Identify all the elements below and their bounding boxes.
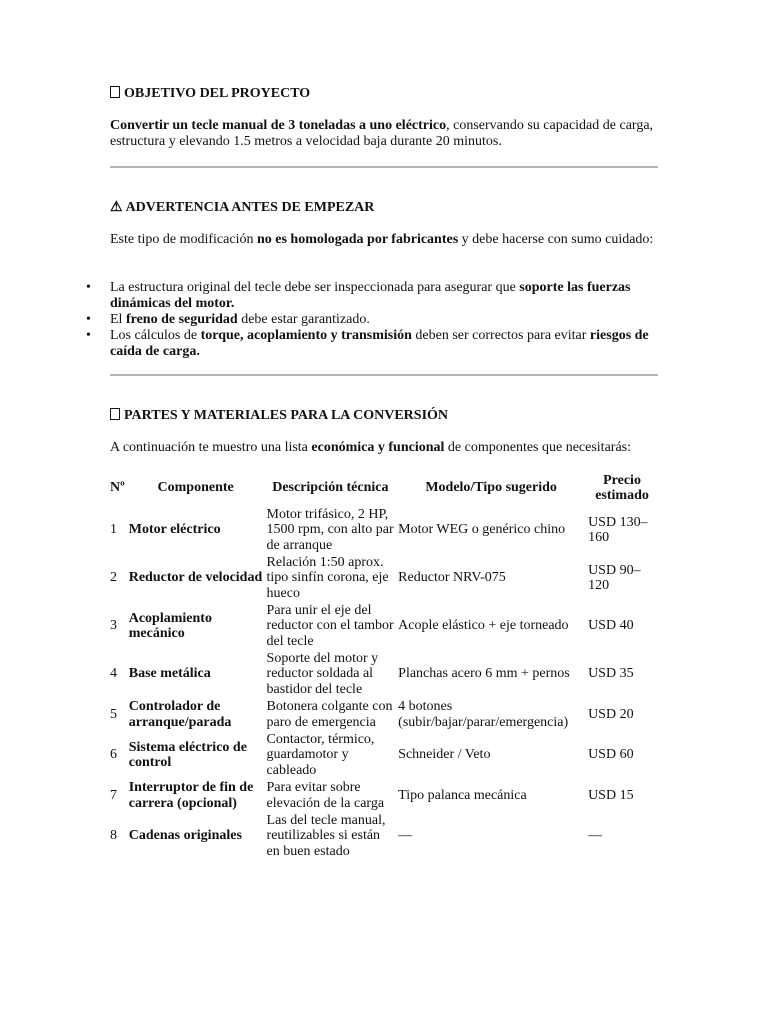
cell-price: — bbox=[588, 828, 603, 844]
list-item: • El freno de seguridad debe estar garantizado. bbox=[64, 312, 658, 328]
warning-intro: Este tipo de modificación no es homologada por fabricantes y debe hacerse con sumo cuidado: bbox=[110, 232, 654, 247]
cell-price: USD 60 bbox=[588, 747, 634, 763]
table-row bbox=[108, 554, 658, 602]
cell-number: 8 bbox=[110, 828, 117, 844]
cell-price: USD 90–120 bbox=[588, 562, 641, 593]
cell-price: USD 130–160 bbox=[588, 514, 648, 545]
parts-table bbox=[108, 470, 658, 860]
cell-model: Schneider / Veto bbox=[398, 747, 491, 763]
table-row bbox=[108, 731, 658, 779]
warning-list bbox=[64, 280, 658, 360]
parts-heading: PARTES Y MATERIALES PARA LA CONVERSIÓN bbox=[110, 408, 448, 424]
table-row bbox=[108, 602, 658, 650]
cell-component: Motor eléctrico bbox=[128, 522, 221, 538]
cell-model: Planchas acero 6 mm + pernos bbox=[398, 666, 570, 682]
objective-paragraph: Convertir un tecle manual de 3 toneladas a uno eléctrico, conservando su capacidad de carga, estructura y elevando 1.5 metros a velocidad baja durante 20 minutos. bbox=[110, 118, 654, 149]
cell-model: Motor WEG o genérico chino bbox=[398, 522, 566, 538]
missing-glyph-icon bbox=[110, 408, 120, 420]
header-price: Precio estimado bbox=[595, 472, 649, 503]
cell-model: 4 botones (subir/bajar/parar/emergencia) bbox=[398, 699, 569, 730]
cell-component: Cadenas originales bbox=[128, 828, 242, 844]
warning-icon: ⚠ bbox=[110, 200, 123, 215]
cell-model: Reductor NRV-075 bbox=[398, 570, 506, 586]
cell-component: Base metálica bbox=[128, 666, 211, 682]
table-row bbox=[108, 650, 658, 698]
cell-number: 7 bbox=[110, 787, 117, 803]
cell-price: USD 40 bbox=[588, 618, 634, 634]
cell-number: 5 bbox=[110, 706, 117, 722]
cell-component: Reductor de velocidad bbox=[128, 570, 263, 586]
header-description: Descripción técnica bbox=[272, 480, 389, 496]
list-item: • Los cálculos de torque, acoplamiento y transmisión deben ser correctos para evitar riesgos de caída de carga. bbox=[64, 328, 658, 360]
cell-model: — bbox=[398, 828, 413, 844]
cell-number: 2 bbox=[110, 570, 117, 586]
header-model: Modelo/Tipo sugerido bbox=[425, 480, 557, 496]
cell-description: Las del tecle manual, reutilizables si están en buen estado bbox=[266, 812, 386, 859]
cell-number: 3 bbox=[110, 618, 117, 634]
cell-component: Interruptor de fin de carrera (opcional) bbox=[128, 780, 254, 811]
cell-component: Sistema eléctrico de control bbox=[128, 739, 247, 770]
cell-description: Botonera colgante con paro de emergencia bbox=[266, 699, 393, 730]
divider bbox=[110, 166, 658, 168]
missing-glyph-icon bbox=[110, 86, 120, 98]
cell-number: 1 bbox=[110, 522, 117, 538]
cell-component: Acoplamiento mecánico bbox=[128, 610, 212, 641]
cell-model: Tipo palanca mecánica bbox=[398, 787, 527, 803]
cell-description: Relación 1:50 aprox. tipo sinfín corona, eje hueco bbox=[266, 554, 389, 601]
cell-component: Controlador de arranque/parada bbox=[128, 699, 232, 730]
header-component: Componente bbox=[157, 480, 234, 496]
table-row bbox=[108, 779, 658, 812]
cell-description: Para evitar sobre elevación de la carga bbox=[266, 780, 385, 811]
table-header-row bbox=[108, 470, 658, 506]
cell-description: Motor trifásico, 2 HP, 1500 rpm, con alto par de arranque bbox=[266, 506, 394, 553]
list-item: • La estructura original del tecle debe ser inspeccionada para asegurar que soporte las fuerzas dinámicas del motor. bbox=[64, 280, 658, 312]
cell-description: Contactor, térmico, guardamotor y cableado bbox=[266, 731, 375, 778]
objective-heading: OBJETIVO DEL PROYECTO bbox=[110, 86, 310, 102]
parts-intro: A continuación te muestro una lista económica y funcional de componentes que necesitarás: bbox=[110, 440, 631, 455]
divider bbox=[110, 374, 658, 376]
cell-description: Soporte del motor y reductor soldada al bastidor del tecle bbox=[266, 650, 379, 697]
cell-price: USD 20 bbox=[588, 706, 634, 722]
table-row bbox=[108, 506, 658, 554]
header-number: Nº bbox=[110, 480, 125, 496]
cell-price: USD 35 bbox=[588, 666, 634, 682]
cell-model: Acople elástico + eje torneado bbox=[398, 618, 569, 634]
warning-heading: ⚠ ADVERTENCIA ANTES DE EMPEZAR bbox=[110, 200, 375, 215]
cell-price: USD 15 bbox=[588, 787, 634, 803]
table-row bbox=[108, 698, 658, 731]
cell-number: 6 bbox=[110, 747, 117, 763]
table-row bbox=[108, 812, 658, 860]
cell-number: 4 bbox=[110, 666, 117, 682]
cell-description: Para unir el eje del reductor con el tambor del tecle bbox=[266, 602, 394, 649]
